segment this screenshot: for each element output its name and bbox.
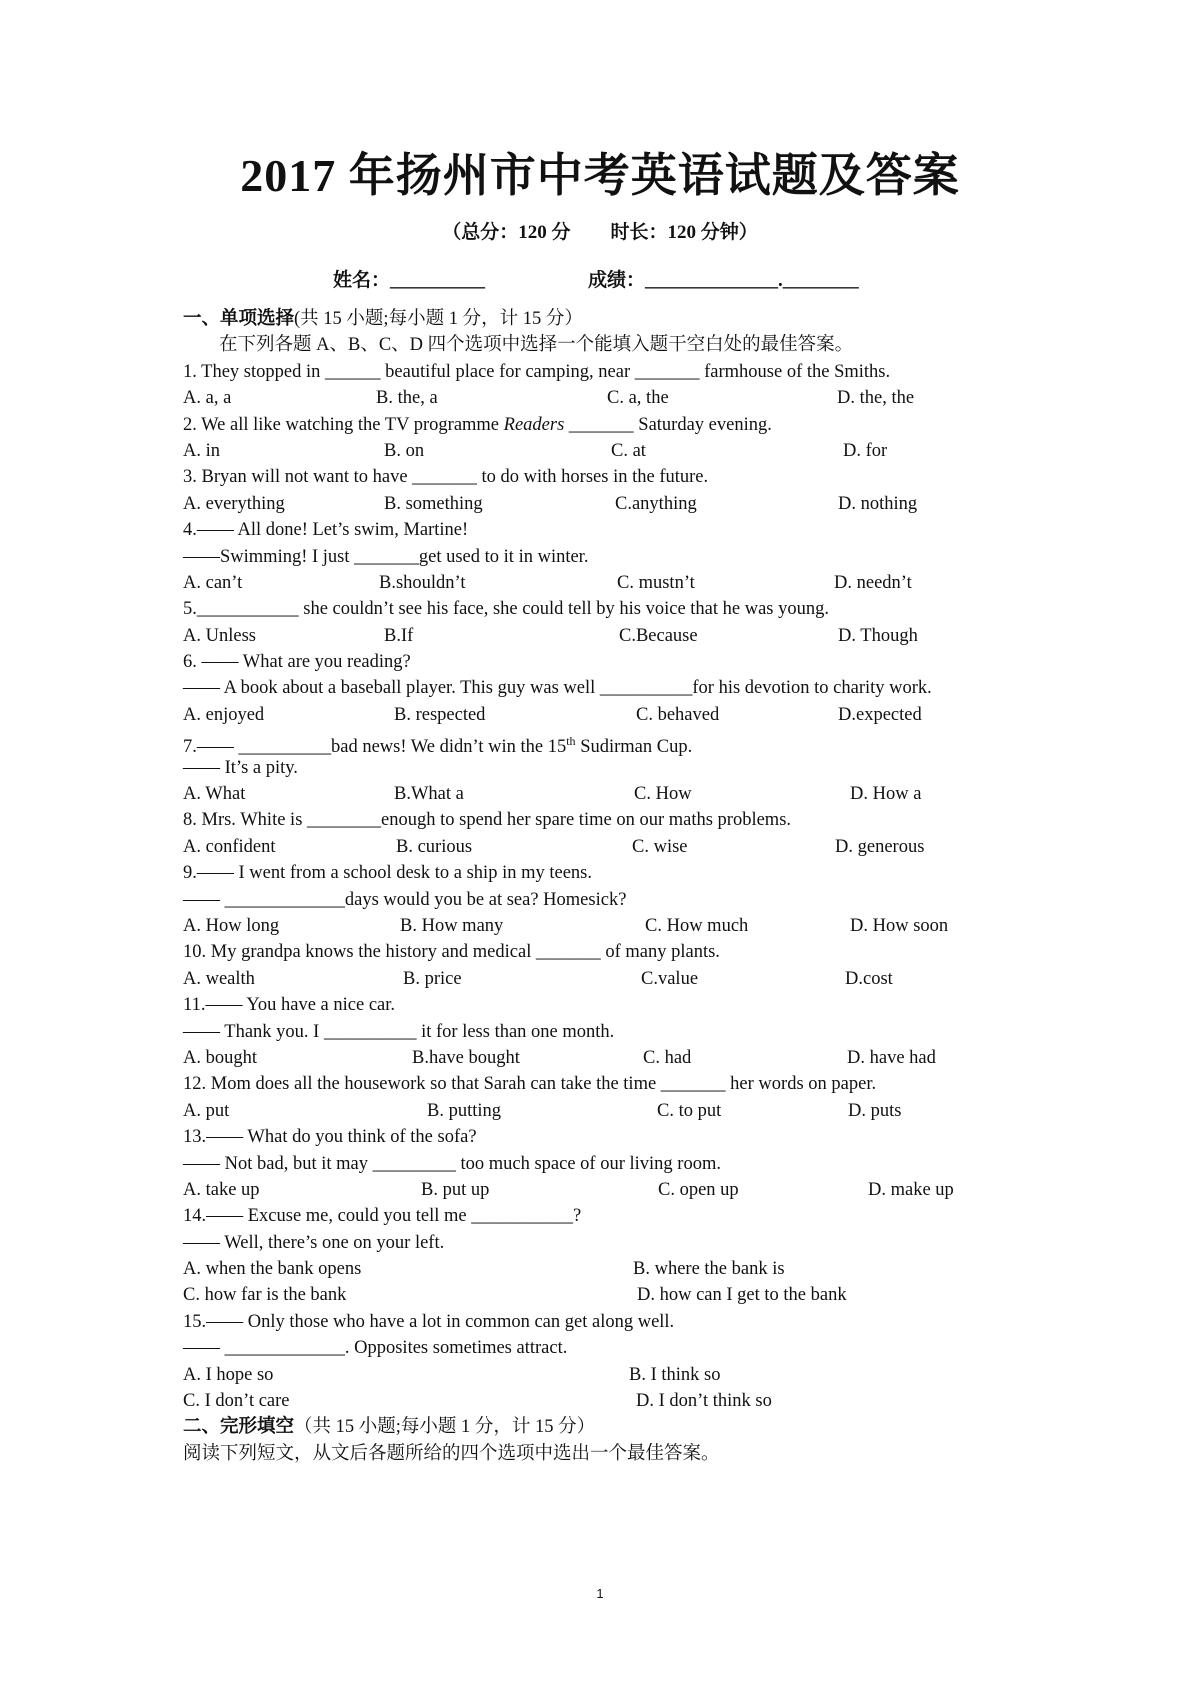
question-6: 6. —— What are you reading?	[183, 652, 411, 673]
question-13: 13.—— What do you think of the sofa?	[183, 1127, 477, 1148]
exam-content	[183, 306, 1033, 1467]
question-12-options	[183, 1098, 1033, 1124]
question-14-options-row1	[183, 1256, 1033, 1282]
option-d: D. have had	[847, 1047, 936, 1068]
option-a: A. confident	[183, 836, 276, 857]
question-6-options	[183, 702, 1033, 728]
option-c: C.anything	[615, 493, 697, 514]
option-a: A. a, a	[183, 388, 232, 409]
question-12: 12. Mom does all the housework so that Sarah can take the time _______ her words on paper.	[183, 1074, 877, 1095]
question-15-reply: —— _____________. Opposites sometimes attract.	[183, 1338, 568, 1359]
option-d: D. make up	[868, 1179, 954, 1200]
question-3-options	[183, 491, 1033, 517]
option-a: A. wealth	[183, 968, 255, 989]
option-c: C. open up	[658, 1179, 739, 1200]
question-8: 8. Mrs. White is ________enough to spend her spare time on our maths problems.	[183, 810, 792, 831]
option-d: D. nothing	[838, 493, 918, 514]
option-b: B. curious	[396, 836, 473, 857]
total-score: （总分：120 分	[442, 222, 571, 243]
option-a: A. bought	[183, 1047, 257, 1068]
option-d: D.expected	[838, 704, 922, 725]
question-14: 14.—— Excuse me, could you tell me ___________?	[183, 1206, 582, 1227]
option-a: A. can’t	[183, 572, 243, 593]
option-b: B. I think so	[629, 1364, 721, 1385]
option-a: A. What	[183, 784, 246, 805]
question-14-options-row2	[183, 1282, 1033, 1308]
question-4-options	[183, 570, 1033, 596]
option-c: C. how far is the bank	[183, 1285, 347, 1306]
option-b: B. price	[403, 968, 462, 989]
question-13-reply: —— Not bad, but it may _________ too much space of our living room.	[183, 1153, 721, 1174]
option-b: B.What a	[394, 784, 464, 805]
option-d: D. needn’t	[834, 572, 912, 593]
question-1-options	[183, 385, 1033, 411]
option-d: D. generous	[835, 836, 925, 857]
option-c: C. How much	[645, 916, 749, 936]
question-11-reply: —— Thank you. I __________ it for less than one month.	[183, 1021, 615, 1042]
question-8-options	[183, 834, 1033, 860]
question-2-options	[183, 438, 1033, 464]
question-10: 10. My grandpa knows the history and medical _______ of many plants.	[183, 942, 720, 963]
question-4: 4.—— All done! Let’s swim, Martine!	[183, 520, 469, 541]
option-b: B. something	[384, 493, 483, 514]
exam-title: 2017 年扬州市中考英语试题及答案	[240, 150, 960, 201]
option-a: A. I hope so	[183, 1364, 274, 1385]
option-a: A. How long	[183, 916, 280, 936]
question-10-options	[183, 966, 1033, 992]
option-b: B. respected	[394, 704, 486, 725]
option-a: A. when the bank opens	[183, 1259, 362, 1280]
option-c: C. to put	[657, 1100, 722, 1121]
option-a: A. in	[183, 440, 220, 461]
question-13-options	[183, 1177, 1033, 1203]
option-a: A. Unless	[183, 625, 256, 646]
option-c: C. wise	[632, 836, 688, 857]
question-3: 3. Bryan will not want to have _______ to do with horses in the future.	[183, 467, 709, 488]
question-15-options-row1	[183, 1362, 1033, 1388]
question-15: 15.—— Only those who have a lot in common can get along well.	[183, 1311, 675, 1332]
option-b: B. put up	[421, 1179, 490, 1200]
question-14-reply: —— Well, there’s one on your left.	[183, 1232, 445, 1253]
option-b: B. How many	[400, 916, 504, 936]
question-11-options	[183, 1045, 1033, 1071]
question-7-options	[183, 781, 1033, 807]
question-7-reply: —— It’s a pity.	[183, 757, 298, 778]
option-c: C.value	[641, 968, 699, 989]
name-field: 姓名：__________	[333, 270, 486, 291]
option-c: C. mustn’t	[617, 572, 695, 593]
option-d: D. I don’t think so	[636, 1391, 772, 1412]
option-d: D.cost	[845, 968, 893, 989]
exam-meta	[0, 220, 1200, 246]
option-a: A. put	[183, 1100, 230, 1121]
option-d: D. Though	[838, 625, 918, 646]
option-a: A. everything	[183, 493, 285, 514]
option-c: C. at	[611, 440, 646, 461]
exam-duration: 时长：120 分钟）	[610, 222, 758, 243]
option-b: B.shouldn’t	[379, 572, 466, 593]
option-c: C. had	[643, 1047, 692, 1068]
option-c: C. a, the	[607, 388, 669, 409]
question-6-reply: —— A book about a baseball player. This guy was well __________for his devotion to charity work.	[183, 678, 932, 699]
option-d: D. the, the	[837, 388, 915, 409]
option-d: D. how can I get to the bank	[637, 1285, 847, 1306]
question-15-options-row2	[183, 1388, 1033, 1414]
question-5-options	[183, 623, 1033, 649]
question-5: 5.___________ she couldn’t see his face, she could tell by his voice that he was young.	[183, 599, 830, 620]
option-b: B.have bought	[412, 1047, 520, 1068]
option-c: C. I don’t care	[183, 1391, 290, 1412]
option-b: B. where the bank is	[633, 1259, 785, 1280]
question-9-options	[183, 913, 1033, 939]
question-2: 2. We all like watching the TV programme Readers _______ Saturday evening.	[183, 414, 772, 435]
option-c: C.Because	[619, 625, 698, 646]
option-a: A. enjoyed	[183, 704, 265, 725]
section-2-instruction: 阅读下列短文，从文后各题所给的四个选项中选出一个最佳答案。	[183, 1443, 720, 1464]
page-number: 1	[596, 1586, 604, 1601]
question-9-reply: —— _____________days would you be at sea? Homesick?	[183, 889, 627, 910]
question-7: 7.—— __________bad news! We didn’t win the 15th Sudirman Cup.	[183, 734, 693, 758]
option-c: C. How	[634, 784, 692, 805]
question-11: 11.—— You have a nice car.	[183, 995, 396, 1016]
option-a: A. take up	[183, 1179, 260, 1200]
option-d: D. for	[843, 440, 888, 461]
option-d: D. How soon	[850, 916, 949, 936]
option-d: D. How a	[850, 784, 922, 805]
section-2-heading: 二、完形填空（共 15 小题;每小题 1 分，计 15 分）	[183, 1417, 596, 1438]
option-d: D. puts	[848, 1100, 902, 1121]
question-4-reply: ——Swimming! I just _______get used to it in winter.	[183, 546, 589, 567]
option-b: B. putting	[427, 1100, 502, 1121]
section-1-instruction: 在下列各题 A、B、C、D 四个选项中选择一个能填入题干空白处的最佳答案。	[219, 335, 854, 356]
option-b: B. the, a	[376, 388, 438, 409]
question-1: 1. They stopped in ______ beautiful place for camping, near _______ farmhouse of the Smiths.	[183, 361, 891, 382]
section-1-heading: 一、单项选择(共 15 小题;每小题 1 分，计 15 分）	[183, 309, 583, 329]
score-field: 成绩：______________.________	[588, 270, 859, 291]
option-b: B. on	[384, 440, 425, 461]
option-b: B.If	[384, 625, 414, 646]
option-c: C. behaved	[636, 704, 720, 725]
question-9: 9.—— I went from a school desk to a ship in my teens.	[183, 863, 592, 884]
